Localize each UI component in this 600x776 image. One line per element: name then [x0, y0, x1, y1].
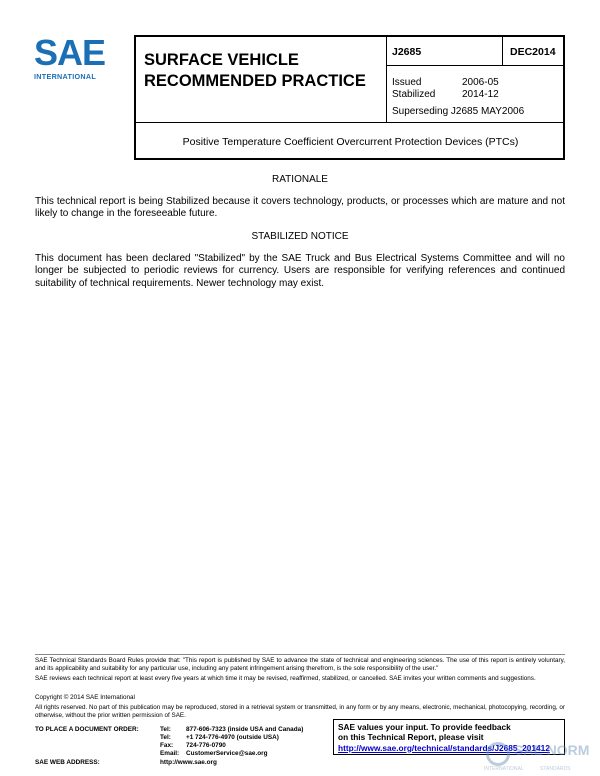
document-type-line2: RECOMMENDED PRACTICE: [144, 72, 366, 90]
logo-mark: SAE: [34, 32, 106, 73]
footer-rights-text: All rights reserved. No part of this publication may be reproduced, stored in a retrieval system or transmitted, in any form or by any means, electronic, mechanical, photocopying, recording, or otherwise, without the prior written permission of SAE.: [35, 704, 565, 720]
fax-value: 724-776-0790: [186, 742, 226, 750]
document-date: DEC2014: [510, 46, 556, 58]
feedback-link[interactable]: http://www.sae.org/technical/standards/J2685_201412: [338, 742, 550, 753]
feedback-text-line1: SAE values your input. To provide feedback: [338, 722, 511, 732]
web-address-value[interactable]: http://www.sae.org: [160, 759, 217, 766]
tel1-value: 877-606-7323 (inside USA and Canada): [186, 726, 304, 733]
issued-label: Issued: [392, 77, 422, 88]
watermark-text: SAE NORM: [514, 742, 590, 758]
stabilized-label: Stabilized: [392, 89, 436, 100]
web-address-label: SAE WEB ADDRESS:: [35, 759, 100, 766]
tel1-label: Tel:: [160, 726, 171, 733]
watermark-circle-icon: [486, 742, 510, 766]
issued-value: 2006-05: [462, 77, 499, 88]
document-number: J2685: [392, 46, 422, 58]
feedback-text-line2: on this Technical Report, please visit: [338, 732, 484, 743]
tel2-label: Tel:: [160, 734, 171, 742]
rationale-text: This technical report is being Stabilized because it covers technology, products, or processes which are mature and not likely to change in the foreseeable future.: [35, 196, 565, 220]
tel2-value: +1 724-776-4970 (outside USA): [186, 734, 279, 742]
footer-copyright: Copyright © 2014 SAE International: [35, 694, 135, 701]
document-dates: [392, 77, 499, 101]
rationale-heading: RATIONALE: [272, 174, 328, 185]
watermark-sub1: INTERNATIONAL: [484, 766, 524, 772]
logo-subtitle: INTERNATIONAL: [34, 72, 97, 81]
document-subject: Positive Temperature Coefficient Overcurrent Protection Devices (PTCs): [182, 136, 519, 148]
fax-label: Fax:: [160, 742, 174, 750]
superseding-note: Superseding J2685 MAY2006: [392, 106, 525, 117]
header-divider: [502, 37, 503, 66]
document-type: [144, 50, 384, 92]
footer-rules-text: SAE Technical Standards Board Rules provide that: "This report is published by SAE to advance the state of technical and engineering sciences. The use of this report is entirely voluntary, and its applicability and suitability for any particular use, including any patent infringement arising therefrom, is the sole responsibility of the user.": [35, 657, 565, 673]
stabilized-value: 2014-12: [462, 89, 499, 100]
email-label: Email:: [160, 750, 180, 758]
email-value[interactable]: CustomerService@sae.org: [186, 750, 268, 758]
footer-divider: [35, 654, 565, 655]
header-divider: [386, 65, 565, 66]
footer-review-text: SAE reviews each technical report at least every five years at which time it may be revised, reaffirmed, stabilized, or cancelled. SAE invites your written comments and suggestions.: [35, 675, 536, 682]
header-divider: [136, 122, 565, 123]
watermark: [482, 740, 597, 774]
document-type-line1: SURFACE VEHICLE: [144, 51, 299, 69]
sae-logo: [34, 32, 114, 86]
stabilized-notice-heading: STABILIZED NOTICE: [251, 231, 349, 242]
header-divider: [386, 37, 387, 122]
order-label: TO PLACE A DOCUMENT ORDER:: [35, 726, 139, 733]
stabilized-notice-text: This document has been declared "Stabilized" by the SAE Truck and Bus Electrical Systems Committee and will no longer be subjected to periodic reviews for currency. Users are responsible for verifying references and continued suitability of technical requirements. Newer technology may exist.: [35, 253, 565, 289]
document-header: [134, 35, 565, 160]
watermark-sub2: STANDARDS: [540, 766, 571, 772]
